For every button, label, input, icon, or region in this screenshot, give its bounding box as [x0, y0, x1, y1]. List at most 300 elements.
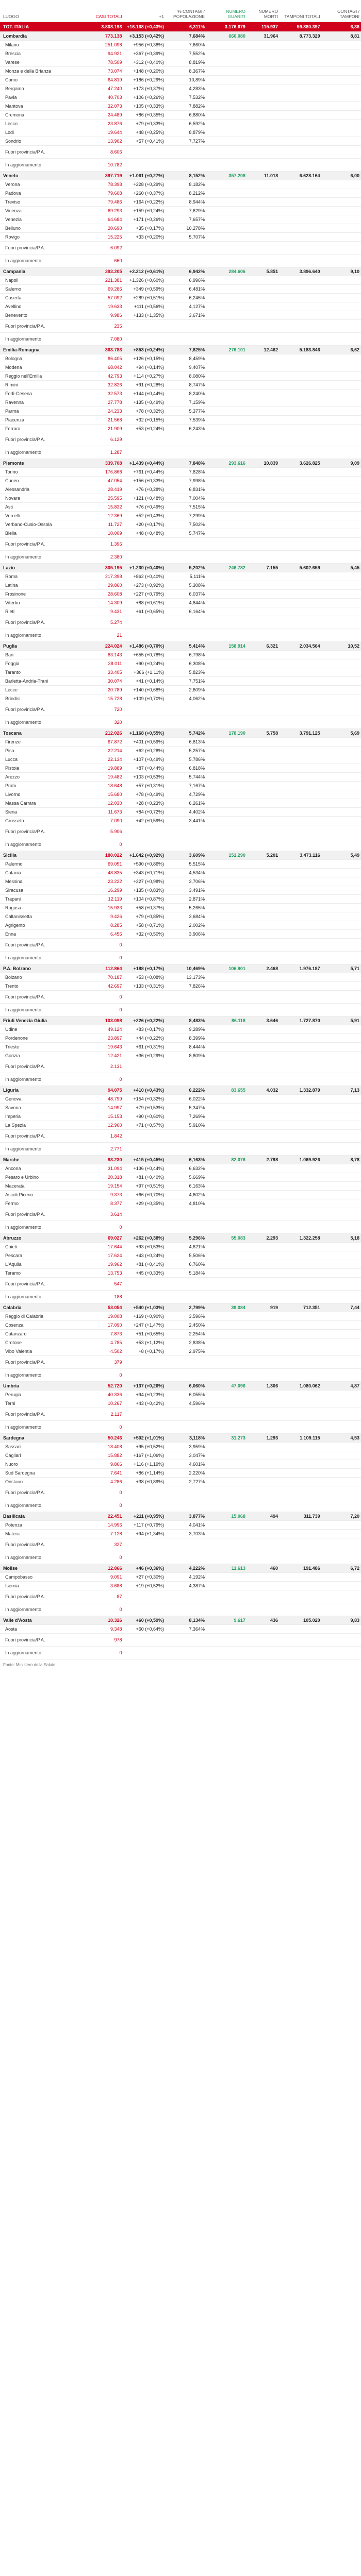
note-label: In aggiornamento [0, 1499, 81, 1512]
province-empty-cell [206, 659, 247, 668]
region-var: +1.486 (+0,70%) [123, 642, 166, 651]
province-empty-cell [280, 921, 322, 930]
province-note-row [0, 703, 361, 716]
province-name: Vibo Valentia [0, 1347, 81, 1356]
region-pct: 5,296% [166, 1234, 206, 1243]
region-row[interactable] [0, 964, 361, 973]
province-empty-cell [247, 904, 280, 912]
province-var: +133 (+1,35%) [123, 311, 166, 320]
note-empty-cell [247, 825, 280, 838]
province-pct: 4,621% [166, 1243, 206, 1251]
region-row[interactable] [0, 1616, 361, 1625]
province-row [0, 982, 361, 991]
province-empty-cell [247, 1443, 280, 1451]
region-dead: 1.293 [247, 1434, 280, 1443]
province-empty-cell [322, 1095, 361, 1104]
province-pct: 6,632% [166, 1164, 206, 1173]
province-empty-cell [322, 1251, 361, 1260]
province-name: Frosinone [0, 590, 81, 599]
province-empty-cell [322, 930, 361, 939]
province-row [0, 311, 361, 320]
province-var: +45 (+0,33%) [123, 1269, 166, 1278]
province-empty-cell [322, 285, 361, 294]
note-empty-cell [206, 1647, 247, 1659]
province-empty-cell [206, 468, 247, 477]
note-empty-cell [166, 320, 206, 333]
note-empty-cell [247, 1208, 280, 1221]
region-row[interactable] [0, 1234, 361, 1243]
province-row [0, 354, 361, 363]
province-empty-cell [280, 668, 322, 677]
province-row [0, 572, 361, 581]
province-pct: 7,004% [166, 494, 206, 503]
province-empty-cell [206, 790, 247, 799]
province-empty-cell [280, 137, 322, 146]
col-header-tests-ratio[interactable]: CONTAGI / TAMPONI [322, 0, 361, 22]
province-pct: 9,407% [166, 363, 206, 372]
province-pct: 8,240% [166, 389, 206, 398]
note-empty-cell [280, 1486, 322, 1499]
col-header-pct[interactable]: % CONTAGI / POPOLAZIONE [166, 0, 206, 22]
province-pct: 5,910% [166, 1121, 206, 1130]
province-empty-cell [280, 755, 322, 764]
province-cases: 217.398 [81, 572, 124, 581]
region-var: +415 (+0,45%) [123, 1156, 166, 1164]
province-row [0, 1625, 361, 1634]
col-header-dead[interactable]: NUMERO MORTI [247, 0, 280, 22]
region-row[interactable] [0, 267, 361, 276]
province-pct: 6,037% [166, 590, 206, 599]
region-row[interactable] [0, 642, 361, 651]
region-tests-ratio: 5,71 [322, 964, 361, 973]
province-empty-cell [206, 886, 247, 895]
region-cases: 53.054 [81, 1303, 124, 1312]
note-empty-cell [280, 616, 322, 629]
province-name: Trieste [0, 1043, 81, 1052]
note-empty-cell [166, 446, 206, 459]
province-name: Rovigo [0, 233, 81, 242]
note-empty-cell [247, 952, 280, 964]
province-empty-cell [247, 180, 280, 189]
province-name: Palermo [0, 860, 81, 869]
province-name: Belluno [0, 224, 81, 233]
province-cases: 19.644 [81, 128, 124, 137]
note-empty-cell [280, 1634, 322, 1647]
province-pct: 3,491% [166, 886, 206, 895]
col-header-tests[interactable]: TAMPONI TOTALI [280, 0, 322, 22]
note-empty-cell [247, 446, 280, 459]
note-empty-cell [280, 716, 322, 729]
province-empty-cell [322, 1260, 361, 1269]
province-empty-cell [247, 1121, 280, 1130]
province-var: +27 (+0,30%) [123, 1573, 166, 1582]
province-row [0, 1243, 361, 1251]
province-row [0, 590, 361, 599]
region-cases: 94.075 [81, 1086, 124, 1095]
province-name: Torino [0, 468, 81, 477]
province-empty-cell [206, 1199, 247, 1208]
note-empty-cell [322, 716, 361, 729]
note-label: In aggiornamento [0, 255, 81, 267]
province-empty-cell [280, 1043, 322, 1052]
note-cases: 0 [81, 1004, 124, 1016]
note-cases: 327 [81, 1538, 124, 1551]
province-var: +38 (+0,89%) [123, 1478, 166, 1486]
note-cases: 6.092 [81, 242, 124, 255]
province-note-row [0, 1634, 361, 1647]
region-row[interactable] [0, 729, 361, 738]
province-empty-cell [247, 1269, 280, 1278]
province-name: Taranto [0, 668, 81, 677]
note-empty-cell [247, 1499, 280, 1512]
province-empty-cell [322, 1451, 361, 1460]
province-empty-cell [280, 102, 322, 111]
province-pct: 4,810% [166, 1199, 206, 1208]
province-note-row [0, 939, 361, 952]
province-empty-cell [206, 416, 247, 425]
region-tests-ratio: 6,72 [322, 1564, 361, 1573]
region-row[interactable] [0, 1016, 361, 1025]
province-empty-cell [322, 111, 361, 120]
region-name: Basilicata [0, 1512, 81, 1521]
province-empty-cell [206, 1469, 247, 1478]
note-cases: 5.274 [81, 616, 124, 629]
province-empty-cell [247, 886, 280, 895]
note-empty-cell [123, 255, 166, 267]
note-empty-cell [322, 1143, 361, 1156]
region-row[interactable] [0, 1303, 361, 1312]
note-empty-cell [166, 1634, 206, 1647]
province-name: Catanzaro [0, 1330, 81, 1338]
italy-tests-ratio: 6,36 [322, 22, 361, 32]
region-dead: 1.306 [247, 1382, 280, 1391]
province-name: Matera [0, 1530, 81, 1538]
province-empty-cell [280, 128, 322, 137]
province-name: Rimini [0, 381, 81, 389]
province-note-row [0, 1408, 361, 1421]
province-row [0, 111, 361, 120]
province-var: +66 (+0,70%) [123, 1191, 166, 1199]
note-empty-cell [206, 1278, 247, 1291]
province-pct: 3,906% [166, 930, 206, 939]
note-empty-cell [280, 1130, 322, 1143]
note-empty-cell [206, 333, 247, 346]
note-empty-cell [206, 551, 247, 564]
note-empty-cell [166, 1073, 206, 1086]
region-row[interactable] [0, 32, 361, 41]
province-name: Milano [0, 41, 81, 49]
province-var: +135 (+0,49%) [123, 398, 166, 407]
province-cases: 19.643 [81, 1043, 124, 1052]
province-pct: 6,055% [166, 1391, 206, 1399]
province-empty-cell [206, 1391, 247, 1399]
col-header-cases[interactable]: CASI TOTALI [81, 0, 124, 22]
note-empty-cell [166, 1603, 206, 1616]
region-row[interactable] [0, 1086, 361, 1095]
province-row [0, 773, 361, 782]
province-empty-cell [206, 1095, 247, 1104]
region-healed: 284.606 [206, 267, 247, 276]
province-row [0, 381, 361, 389]
note-empty-cell [280, 991, 322, 1004]
province-cases: 86.405 [81, 354, 124, 363]
province-var: +136 (+0,44%) [123, 1164, 166, 1173]
note-empty-cell [247, 551, 280, 564]
province-pct: 7,515% [166, 503, 206, 512]
province-empty-cell [280, 503, 322, 512]
province-empty-cell [280, 572, 322, 581]
province-empty-cell [247, 67, 280, 76]
province-cases: 12.960 [81, 1121, 124, 1130]
province-empty-cell [206, 363, 247, 372]
province-empty-cell [247, 930, 280, 939]
region-dead: 3.646 [247, 1016, 280, 1025]
province-name: Caltanissetta [0, 912, 81, 921]
note-empty-cell [123, 703, 166, 716]
note-empty-cell [280, 1369, 322, 1382]
province-var: +186 (+0,29%) [123, 76, 166, 84]
note-empty-cell [166, 159, 206, 172]
note-empty-cell [123, 1603, 166, 1616]
note-empty-cell [322, 1356, 361, 1369]
region-name: Puglia [0, 642, 81, 651]
note-cases: 320 [81, 716, 124, 729]
note-empty-cell [322, 1538, 361, 1551]
province-empty-cell [206, 520, 247, 529]
province-name: Sassari [0, 1443, 81, 1451]
region-tests-ratio: 7,13 [322, 1086, 361, 1095]
province-row [0, 686, 361, 694]
note-empty-cell [322, 952, 361, 964]
note-empty-cell [123, 616, 166, 629]
province-cases: 7.873 [81, 1330, 124, 1338]
province-name: Livorno [0, 790, 81, 799]
note-empty-cell [166, 703, 206, 716]
note-empty-cell [280, 333, 322, 346]
note-empty-cell [247, 1073, 280, 1086]
note-empty-cell [206, 1369, 247, 1382]
province-empty-cell [280, 982, 322, 991]
province-name: Como [0, 76, 81, 84]
province-empty-cell [247, 764, 280, 773]
province-name: Savona [0, 1104, 81, 1112]
province-empty-cell [206, 817, 247, 825]
col-header-place[interactable]: LUOGO [0, 0, 81, 22]
region-row[interactable] [0, 1382, 361, 1391]
note-empty-cell [123, 159, 166, 172]
note-empty-cell [166, 991, 206, 1004]
note-empty-cell [247, 433, 280, 446]
note-empty-cell [280, 1221, 322, 1234]
note-empty-cell [206, 433, 247, 446]
note-empty-cell [166, 538, 206, 551]
note-empty-cell [123, 1538, 166, 1551]
province-var: +1.326 (+0,60%) [123, 276, 166, 285]
province-pct: 2,975% [166, 1347, 206, 1356]
province-empty-cell [247, 1052, 280, 1060]
province-empty-cell [280, 41, 322, 49]
province-empty-cell [247, 111, 280, 120]
province-cases: 9.091 [81, 1573, 124, 1582]
province-row [0, 790, 361, 799]
province-empty-cell [247, 1530, 280, 1538]
region-row[interactable] [0, 346, 361, 354]
region-tests: 3.791.125 [280, 729, 322, 738]
note-label: In aggiornamento [0, 716, 81, 729]
province-empty-cell [247, 1451, 280, 1460]
province-row [0, 1121, 361, 1130]
province-name: Ragusa [0, 904, 81, 912]
province-empty-cell [280, 1399, 322, 1408]
province-var: +43 (+0,42%) [123, 1399, 166, 1408]
note-empty-cell [166, 1221, 206, 1234]
province-empty-cell [280, 1173, 322, 1182]
province-pct: 6,813% [166, 738, 206, 747]
province-empty-cell [280, 485, 322, 494]
province-var: +28 (+0,23%) [123, 799, 166, 808]
province-empty-cell [247, 285, 280, 294]
province-name: Crotone [0, 1338, 81, 1347]
province-empty-cell [247, 311, 280, 320]
province-empty-cell [206, 1460, 247, 1469]
region-cases: 339.708 [81, 459, 124, 468]
province-empty-cell [280, 111, 322, 120]
region-healed: 15.068 [206, 1512, 247, 1521]
province-empty-cell [247, 1338, 280, 1347]
province-pct: 4,041% [166, 1521, 206, 1530]
region-healed: 660.080 [206, 32, 247, 41]
region-row[interactable] [0, 564, 361, 572]
region-dead: 919 [247, 1303, 280, 1312]
note-empty-cell [166, 825, 206, 838]
province-empty-cell [247, 877, 280, 886]
province-pct: 7,657% [166, 215, 206, 224]
note-empty-cell [166, 629, 206, 642]
province-cases: 251.098 [81, 41, 124, 49]
province-pct: 4,844% [166, 599, 206, 607]
province-var: +171 (+0,26%) [123, 215, 166, 224]
province-empty-cell [206, 398, 247, 407]
note-empty-cell [322, 551, 361, 564]
region-row[interactable] [0, 1156, 361, 1164]
province-empty-cell [247, 1312, 280, 1321]
province-empty-cell [322, 1191, 361, 1199]
province-empty-cell [247, 276, 280, 285]
province-empty-cell [206, 224, 247, 233]
region-name: Piemonte [0, 459, 81, 468]
province-cases: 18.408 [81, 1443, 124, 1451]
province-empty-cell [280, 180, 322, 189]
province-row [0, 1443, 361, 1451]
note-empty-cell [166, 716, 206, 729]
province-pct: 7,502% [166, 520, 206, 529]
note-empty-cell [280, 433, 322, 446]
province-empty-cell [322, 1052, 361, 1060]
province-pct: 6,022% [166, 1095, 206, 1104]
province-cases: 68.042 [81, 363, 124, 372]
province-name: Terni [0, 1399, 81, 1408]
note-empty-cell [247, 1291, 280, 1303]
province-cases: 47.240 [81, 84, 124, 93]
province-name: Macerata [0, 1182, 81, 1191]
province-empty-cell [206, 1164, 247, 1173]
province-row [0, 1095, 361, 1104]
region-row[interactable] [0, 172, 361, 180]
province-empty-cell [206, 668, 247, 677]
region-tests: 3.473.116 [280, 851, 322, 860]
province-empty-cell [280, 886, 322, 895]
province-row [0, 1191, 361, 1199]
region-row[interactable] [0, 1512, 361, 1521]
region-row[interactable] [0, 1564, 361, 1573]
province-pct: 5,347% [166, 1104, 206, 1112]
province-empty-cell [322, 1312, 361, 1321]
province-empty-cell [247, 1260, 280, 1269]
province-var: +103 (+0,53%) [123, 773, 166, 782]
region-row[interactable] [0, 1434, 361, 1443]
note-empty-cell [206, 1499, 247, 1512]
province-empty-cell [280, 372, 322, 381]
region-name: Marche [0, 1156, 81, 1164]
province-empty-cell [280, 1321, 322, 1330]
province-cases: 57.092 [81, 294, 124, 302]
region-pct: 10,469% [166, 964, 206, 973]
region-cases: 305.195 [81, 564, 124, 572]
province-cases: 69.286 [81, 285, 124, 294]
province-empty-cell [247, 407, 280, 416]
region-tests-ratio: 6,62 [322, 346, 361, 354]
province-var: +48 (+0,25%) [123, 128, 166, 137]
col-header-var[interactable]: +1 [123, 0, 166, 22]
province-empty-cell [247, 1469, 280, 1478]
region-name: Friuli Venezia Giulia [0, 1016, 81, 1025]
province-name: Chieti [0, 1243, 81, 1251]
region-pct: 3,877% [166, 1512, 206, 1521]
province-empty-cell [322, 233, 361, 242]
province-empty-cell [280, 215, 322, 224]
region-dead: 12.462 [247, 346, 280, 354]
region-healed: 151.290 [206, 851, 247, 860]
province-empty-cell [206, 389, 247, 398]
note-empty-cell [280, 825, 322, 838]
province-name: Parma [0, 407, 81, 416]
province-empty-cell [280, 895, 322, 904]
province-name: Cosenza [0, 1321, 81, 1330]
province-empty-cell [206, 869, 247, 877]
note-empty-cell [123, 1551, 166, 1564]
province-empty-cell [280, 782, 322, 790]
province-empty-cell [322, 860, 361, 869]
region-row[interactable] [0, 459, 361, 468]
province-row [0, 1312, 361, 1321]
province-empty-cell [206, 503, 247, 512]
province-empty-cell [322, 895, 361, 904]
province-cases: 64.819 [81, 76, 124, 84]
note-empty-cell [322, 629, 361, 642]
region-row[interactable] [0, 851, 361, 860]
region-name: Molise [0, 1564, 81, 1573]
province-row [0, 1451, 361, 1460]
region-name: Emilia-Romagna [0, 346, 81, 354]
province-cases: 15.728 [81, 694, 124, 703]
note-empty-cell [166, 939, 206, 952]
province-note-row [0, 616, 361, 629]
province-cases: 17.624 [81, 1251, 124, 1260]
province-var: +57 (+0,41%) [123, 137, 166, 146]
province-note-row [0, 1221, 361, 1234]
col-header-healed[interactable]: NUMERO GUARITI [206, 0, 247, 22]
region-cases: 397.719 [81, 172, 124, 180]
